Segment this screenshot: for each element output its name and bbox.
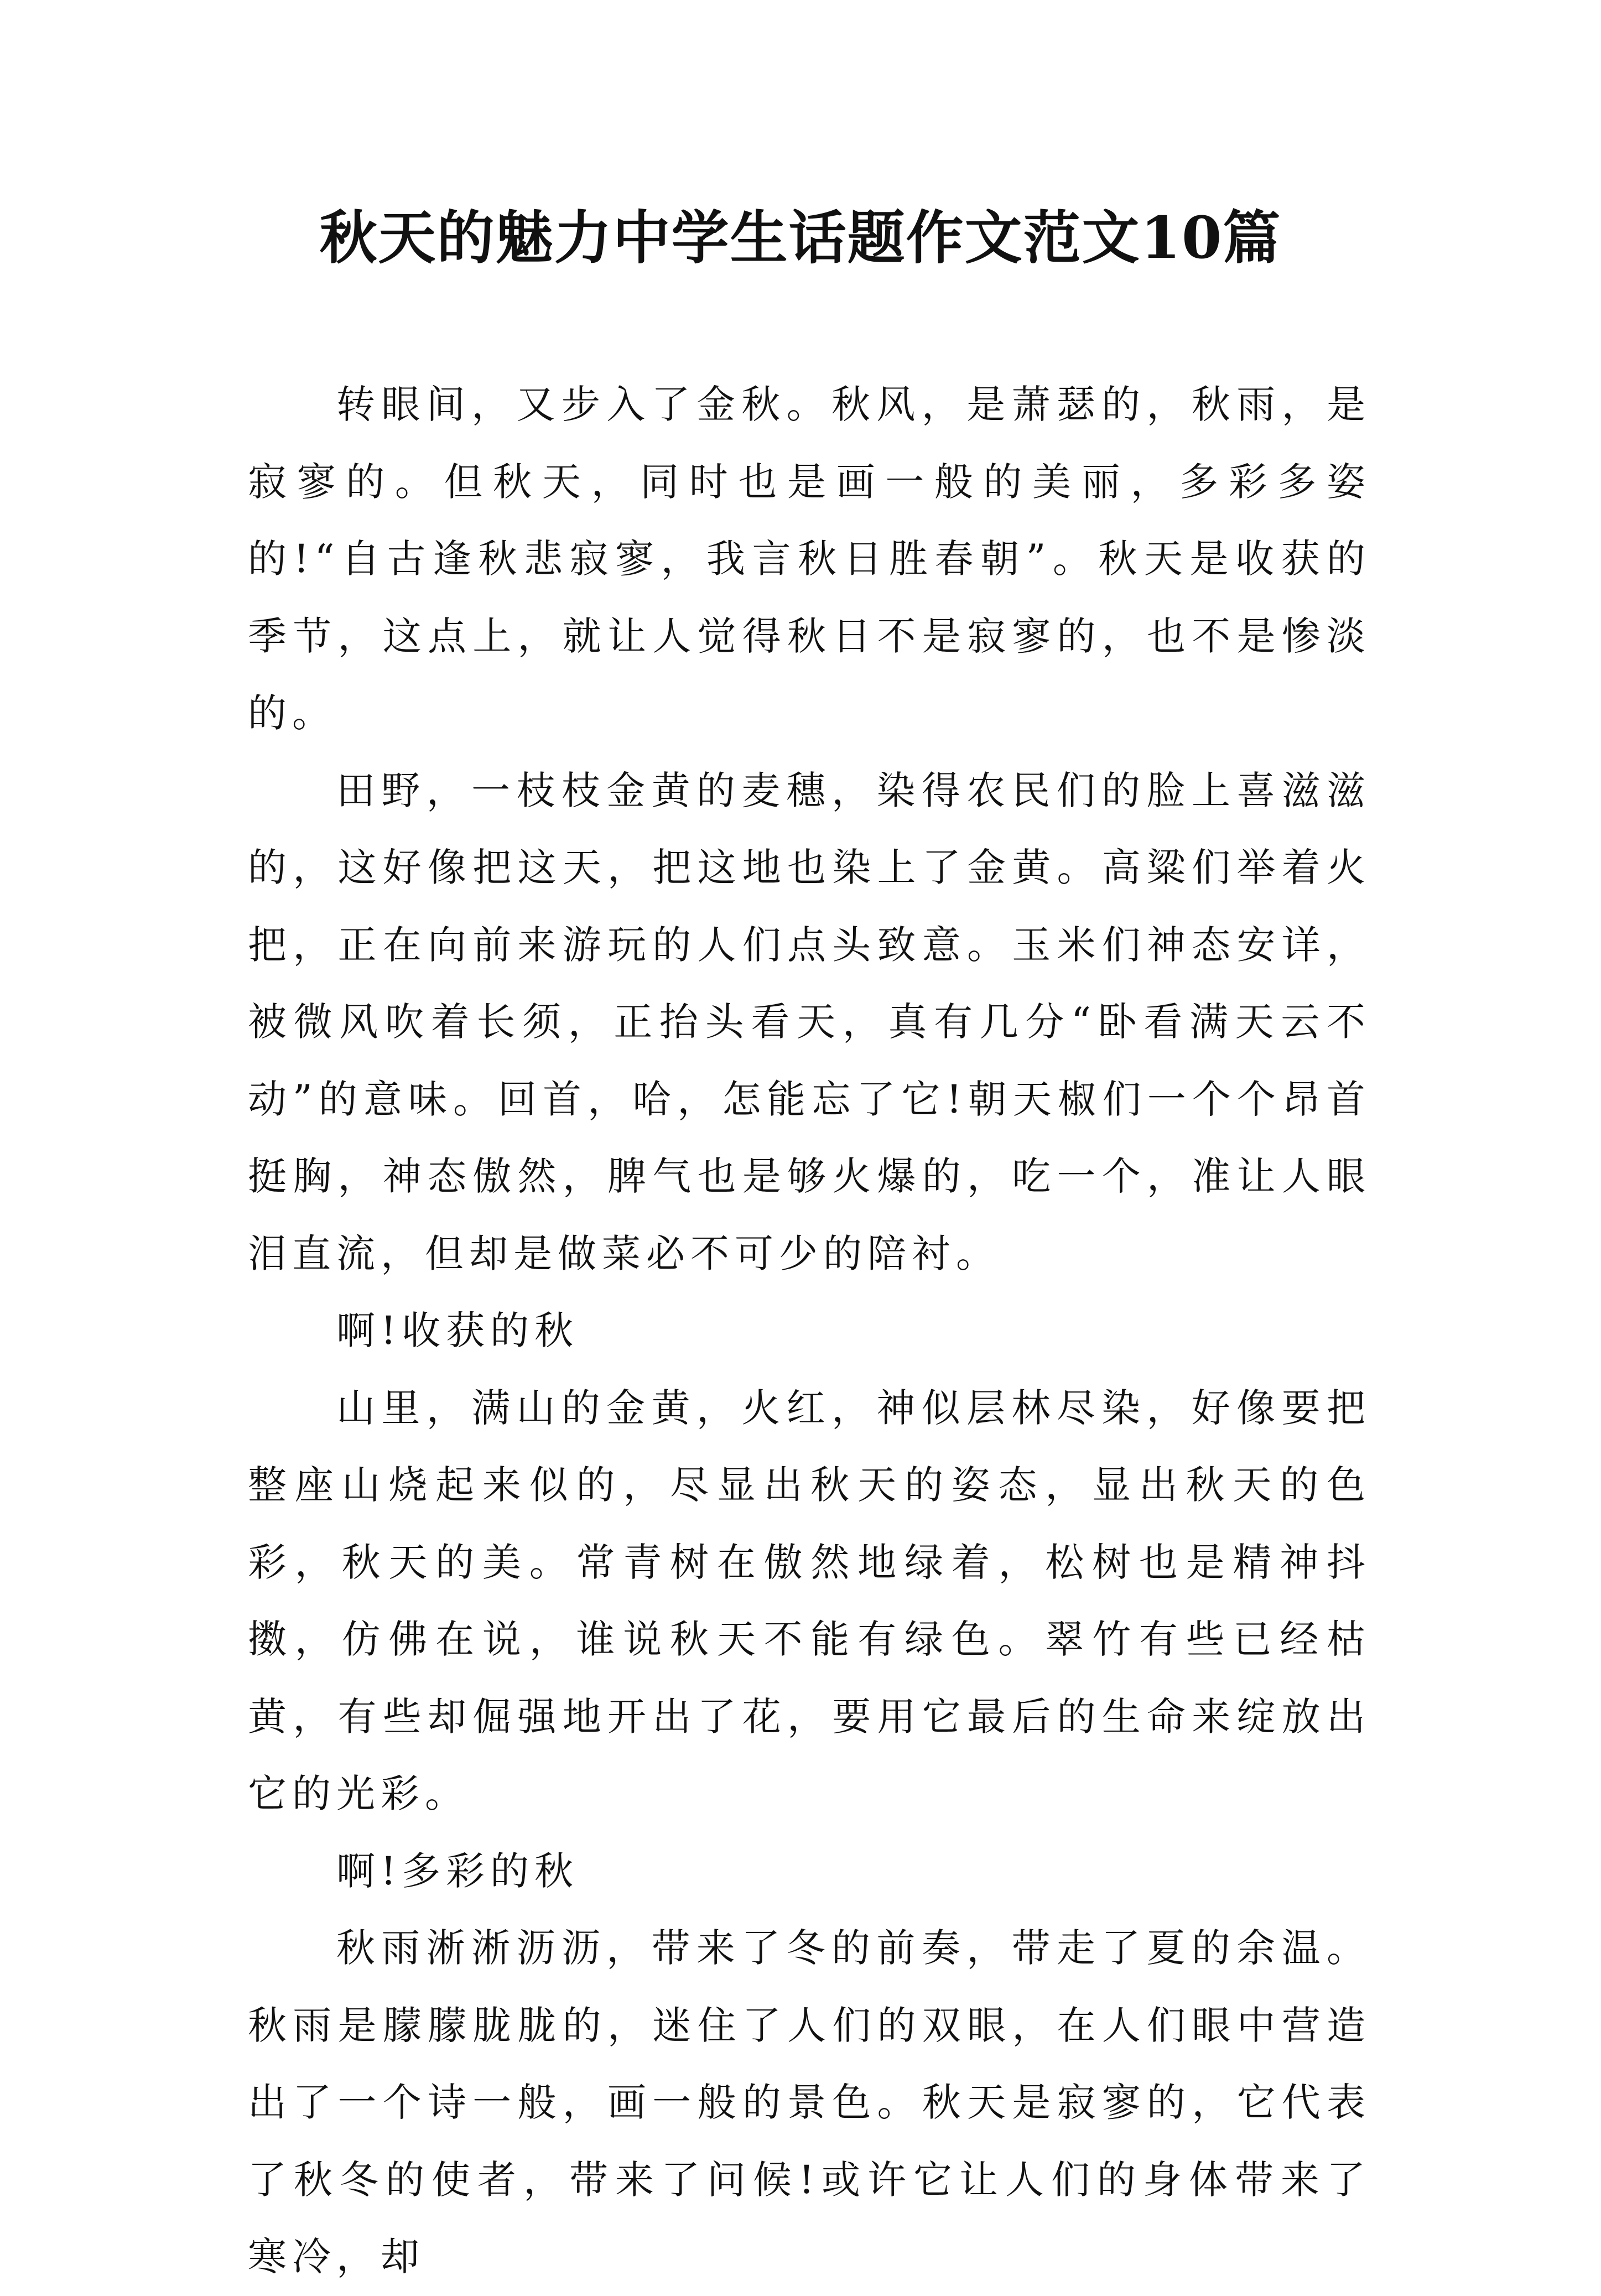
paragraph-exclamation-colorful: 啊!多彩的秋 — [336, 1848, 579, 1894]
paragraph-fields: 田野，一枝枝金黄的麦穗，染得农民们的脸上喜滋滋的，这好像把这天，把这地也染上了金黄。高粱们举着火把，正在向前来游玩的人们点头致意。玉米们神态安详，被微风吹着长须，正抬头看天，真有几分“卧看满天云不动”的意味。回首，哈，怎能忘了它!朝天椒们一个个昂首挺胸，神态傲然，脾气也是够火爆的，吃一个，准让人眼泪直流，但却是做菜必不可少的陪衬。 — [248, 767, 1371, 1276]
document-title: 秋天的魅力中学生话题作文范文10篇 — [319, 204, 1282, 272]
paragraph-intro: 转眼间，又步入了金秋。秋风，是萧瑟的，秋雨，是寂寥的。但秋天，同时也是画一般的美丽，多彩多姿的!“自古逢秋悲寂寥，我言秋日胜春朝”。秋天是收获的季节，这点上，就让人觉得秋日不是寂寥的，也不是惨淡的。 — [248, 382, 1371, 736]
document-body — [248, 366, 1371, 2296]
paragraph-mountains: 山里，满山的金黄，火红，神似层林尽染，好像要把整座山烧起来似的，尽显出秋天的姿态，显出秋天的色彩，秋天的美。常青树在傲然地绿着，松树也是精神抖擞，仿佛在说，谁说秋天不能有绿色。翠竹有些已经枯黄，有些却倔强地开出了花，要用它最后的生命来绽放出它的光彩。 — [248, 1385, 1371, 1816]
paragraph-exclamation-harvest: 啊!收获的秋 — [336, 1308, 579, 1353]
paragraph-autumn-rain: 秋雨淅淅沥沥，带来了冬的前奏，带走了夏的余温。秋雨是朦朦胧胧的，迷住了人们的双眼，在人们眼中营造出了一个诗一般，画一般的景色。秋天是寂寥的，它代表了秋冬的使者，带来了问候!或许它让人们的身体带来了寒冷，却 — [248, 1925, 1371, 2279]
